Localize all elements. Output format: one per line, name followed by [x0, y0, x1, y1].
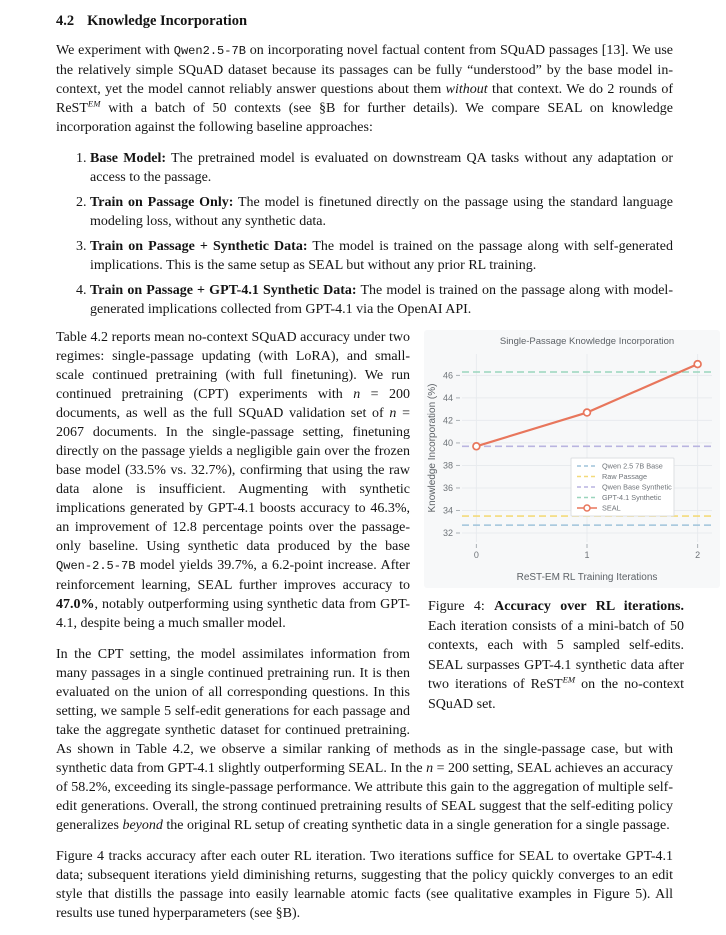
- list-item: [56, 149, 673, 187]
- svg-text:Knowledge Incorporation (%): Knowledge Incorporation (%): [427, 383, 438, 513]
- svg-text:38: 38: [442, 460, 453, 471]
- baseline-list: [56, 149, 673, 319]
- svg-text:0: 0: [473, 550, 479, 560]
- figure4-caption: Figure 4: Accuracy over RL iterations. Each iteration consists of a mini-batch of 50 contexts, each with 5 sampled self-edits. SEAL surpasses GPT-4.1 synthetic data after two iterations of ReST$^{EM}$ on the no-context SQuAD set.: [428, 599, 684, 712]
- list-item-label: Train on Passage + Synthetic Data:: [90, 239, 308, 254]
- section-number: 4.2: [56, 13, 75, 29]
- svg-text:44: 44: [442, 392, 453, 403]
- list-item: [56, 193, 673, 231]
- list-item-text: The model is finetuned directly on the passage using the standard language modeling loss, without any synthetic data.: [90, 195, 673, 229]
- list-item-label: Base Model:: [90, 151, 166, 166]
- svg-text:32: 32: [442, 527, 453, 538]
- section-heading: [56, 12, 673, 31]
- section-title: Knowledge Incorporation: [87, 13, 248, 29]
- svg-text:34: 34: [442, 505, 453, 516]
- list-item: [56, 237, 673, 275]
- svg-text:Qwen Base Synthetic: Qwen Base Synthetic: [602, 482, 672, 492]
- list-item-number: 2.: [76, 195, 87, 210]
- svg-text:1: 1: [584, 550, 590, 560]
- svg-text:2: 2: [695, 550, 701, 560]
- svg-text:Qwen 2.5 7B Base: Qwen 2.5 7B Base: [602, 461, 663, 471]
- figure4-chart-panel: [424, 330, 720, 588]
- list-item: [56, 281, 673, 319]
- svg-text:ReST-EM RL Training Iterations: ReST-EM RL Training Iterations: [516, 572, 658, 583]
- list-item-text: The model is trained on the passage along with self-generated implications. This is the same setup as SEAL but without any prior RL training.: [90, 239, 673, 273]
- intro-paragraph: We experiment with Qwen2.5-7B on incorporating novel factual content from SQuAD passages [13]. We use the relatively simple SQuAD dataset because its passages can be fully “understood” by the base model in-context, yet the model cannot reliably answer questions about them without that context. We do 2 rounds of ReST$^{EM}$ with a batch of 50 contexts (see §B for further details). We compare SEAL on knowledge incorporation against the following baseline approaches:: [56, 43, 674, 135]
- list-item-label: Train on Passage Only:: [90, 195, 234, 210]
- svg-text:Raw Passage: Raw Passage: [602, 472, 648, 482]
- paragraph-cpt: In the CPT setting, the model assimilates information from many passages in a single continued pretraining run. It is then evaluated on the union of all corresponding questions. In this setting, we sample 5 self-edit generations for each passage and take the aggregate synthetic dataset for continued pretraining. As shown in Table 4.2, we observe a similar ranking of methods as in the single-passage case, but with synthetic data from GPT-4.1 slightly outperforming SEAL. In the n = 200 setting, SEAL achieves an accuracy of 58.2%, exceeding its single-passage performance. We attribute this gain to the aggregation of multiple self-edit generations. Overall, the strong continued pretraining results of SEAL suggest that the self-editing policy generalizes beyond the original RL setup of creating synthetic data in a single generation for a single passage.: [56, 647, 673, 833]
- svg-text:46: 46: [442, 370, 453, 381]
- list-item-text: The pretrained model is evaluated on downstream QA tasks without any adaptation or access to the passage.: [90, 151, 673, 185]
- list-item-number: 3.: [76, 239, 87, 254]
- svg-text:Single-Passage Knowledge Incor: Single-Passage Knowledge Incorporation: [499, 336, 675, 347]
- figure4: [424, 330, 720, 714]
- svg-text:GPT-4.1 Synthetic: GPT-4.1 Synthetic: [602, 493, 662, 503]
- svg-text:40: 40: [442, 437, 453, 448]
- list-item-number: 4.: [76, 283, 87, 298]
- paragraph-table42: Table 4.2 reports mean no-context SQuAD accuracy under two regimes: single-passage updating (with LoRA), and small-scale continued pretraining (with full finetuning). We run continued pretraining (CPT) experiments with n = 200 documents, as well as the full SQuAD validation set of n = 2067 documents. In the single-passage setting, finetuning directly on the passage yields a negligible gain over the frozen base model (33.5% vs. 32.7%), confirming that using the raw data alone is insufficient. Augmenting with synthetic implications generated by GPT-4.1 boosts accuracy to 46.3%, an improvement of 12.8 percentage points over the passage-only baseline. Using synthetic data produced by the base Qwen-2.5-7B model yields 39.7%, a 6.2-point increase. After reinforcement learning, SEAL further improves accuracy to 47.0%, notably outperforming using synthetic data from GPT-4.1, despite being a much smaller model.: [56, 330, 410, 631]
- list-item-label: Train on Passage + GPT-4.1 Synthetic Data:: [90, 283, 357, 298]
- svg-text:36: 36: [442, 482, 453, 493]
- body-with-figure: [56, 328, 701, 935]
- paragraph-figure4-discussion: Figure 4 tracks accuracy after each outer RL iteration. Two iterations suffice for SEAL to overtake GPT-4.1 data; subsequent iterations yield diminishing returns, suggesting that the policy quickly converges to an edit style that distills the passage into easily learnable atomic facts (see qualitative examples in Figure 5). All results use tuned hyperparameters (see §B).: [56, 849, 673, 921]
- list-item-number: 1.: [76, 151, 87, 166]
- figure4-chart: [424, 330, 720, 588]
- list-item-text: The model is trained on the passage along with model-generated implications collected from GPT-4.1 via the OpenAI API.: [90, 283, 673, 317]
- svg-text:42: 42: [442, 415, 453, 426]
- svg-text:SEAL: SEAL: [602, 503, 621, 513]
